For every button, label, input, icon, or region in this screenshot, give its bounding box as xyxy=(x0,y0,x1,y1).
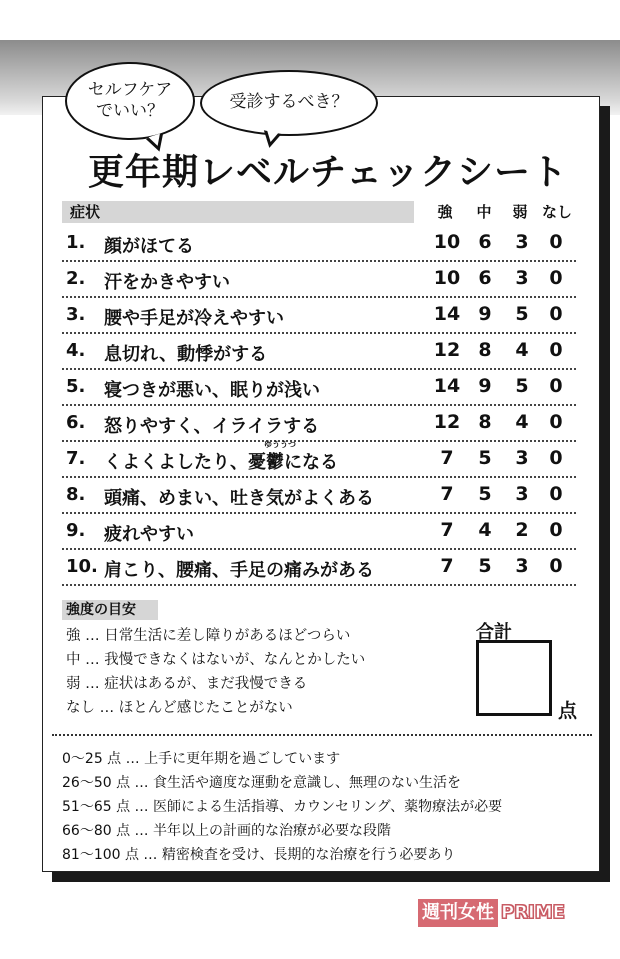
ruby-yuutsu: ゆううつ xyxy=(264,440,296,449)
table-row xyxy=(62,262,576,298)
divider xyxy=(52,734,592,736)
score-cell[interactable]: 7 xyxy=(440,483,454,505)
result-line: 66〜80 点 … 半年以上の計画的な治療が必要な段階 xyxy=(62,823,391,839)
legend-line: 強 … 日常生活に差し障りがあるほどつらい xyxy=(66,628,351,644)
score-cell[interactable]: 7 xyxy=(440,555,454,577)
score-cell[interactable]: 0 xyxy=(549,447,563,469)
bubble-left-line2: でいい？ xyxy=(96,101,164,121)
row-number: 6. xyxy=(66,412,86,433)
score-cell[interactable]: 7 xyxy=(440,447,454,469)
table-row xyxy=(62,334,576,370)
score-cell[interactable]: 0 xyxy=(549,339,563,361)
result-line: 81〜100 点 … 精密検査を受け、長期的な治療を行う必要あり xyxy=(62,847,456,863)
score-cell[interactable]: 2 xyxy=(515,519,529,541)
column-header-strong: 強 xyxy=(437,203,453,221)
symptom-header: 症状 xyxy=(70,203,101,221)
score-cell[interactable]: 7 xyxy=(440,519,454,541)
table-row xyxy=(62,406,576,442)
row-number: 5. xyxy=(66,376,86,397)
speech-bubble-consult xyxy=(200,70,378,136)
row-number: 8. xyxy=(66,484,86,505)
symptom-text: 顔がほてる xyxy=(104,236,194,257)
result-line: 51〜65 点 … 医師による生活指導、カウンセリング、薬物療法が必要 xyxy=(62,799,503,815)
row-number: 7. xyxy=(66,448,86,469)
table-row xyxy=(62,442,576,478)
score-cell[interactable]: 9 xyxy=(478,303,492,325)
score-cell[interactable]: 8 xyxy=(478,339,492,361)
symptom-text: 息切れ、動悸がする xyxy=(104,344,268,365)
brand-logo-jp: 週刊女性 xyxy=(418,899,498,927)
symptom-text: 寝つきが悪い、眠りが浅い xyxy=(104,380,320,401)
symptom-text: 頭痛、めまい、吐き気がよくある xyxy=(104,488,374,509)
row-number: 1. xyxy=(66,232,86,253)
score-cell[interactable]: 4 xyxy=(515,411,529,433)
score-cell[interactable]: 5 xyxy=(515,303,529,325)
brand-logo-en: PRIME xyxy=(501,902,565,923)
symptom-text: 腰や手足が冷えやすい xyxy=(104,308,284,329)
table-row xyxy=(62,514,576,550)
score-cell[interactable]: 3 xyxy=(515,555,529,577)
score-cell[interactable]: 14 xyxy=(433,303,461,325)
score-cell[interactable]: 4 xyxy=(515,339,529,361)
score-cell[interactable]: 14 xyxy=(433,375,461,397)
row-number: 3. xyxy=(66,304,86,325)
legend-line: 弱 … 症状はあるが、まだ我慢できる xyxy=(66,676,308,692)
row-number: 2. xyxy=(66,268,86,289)
row-number: 9. xyxy=(66,520,86,541)
table-row xyxy=(62,298,576,334)
column-header-weak: 弱 xyxy=(512,203,528,221)
score-cell[interactable]: 10 xyxy=(433,231,461,253)
total-label: 合計 xyxy=(476,622,512,643)
column-header-medium: 中 xyxy=(476,203,492,221)
score-cell[interactable]: 0 xyxy=(549,231,563,253)
score-cell[interactable]: 4 xyxy=(478,519,492,541)
score-cell[interactable]: 6 xyxy=(478,267,492,289)
score-cell[interactable]: 5 xyxy=(478,447,492,469)
table-header-bar xyxy=(62,201,414,223)
row-number: 4. xyxy=(66,340,86,361)
result-line: 26〜50 点 … 食生活や適度な運動を意識し、無理のない生活を xyxy=(62,775,461,791)
score-cell[interactable]: 12 xyxy=(433,411,461,433)
score-cell[interactable]: 0 xyxy=(549,267,563,289)
score-cell[interactable]: 0 xyxy=(549,519,563,541)
score-cell[interactable]: 9 xyxy=(478,375,492,397)
table-row xyxy=(62,478,576,514)
score-cell[interactable]: 5 xyxy=(478,555,492,577)
row-number: 10. xyxy=(66,556,98,577)
score-cell[interactable]: 3 xyxy=(515,231,529,253)
score-cell[interactable]: 3 xyxy=(515,447,529,469)
score-cell[interactable]: 5 xyxy=(515,375,529,397)
table-row xyxy=(62,226,576,262)
total-unit: 点 xyxy=(558,700,578,722)
bubble-right-text: 受診するべき？ xyxy=(229,92,349,113)
score-cell[interactable]: 10 xyxy=(433,267,461,289)
brand-logo xyxy=(418,898,568,928)
score-cell[interactable]: 0 xyxy=(549,375,563,397)
table-row xyxy=(62,370,576,406)
score-cell[interactable]: 0 xyxy=(549,483,563,505)
score-cell[interactable]: 8 xyxy=(478,411,492,433)
legend-title: 強度の目安 xyxy=(66,602,136,618)
score-cell[interactable]: 5 xyxy=(478,483,492,505)
score-cell[interactable]: 0 xyxy=(549,303,563,325)
symptom-text: 肩こり、腰痛、手足の痛みがある xyxy=(104,560,374,581)
table-row xyxy=(62,550,576,586)
column-header-none: なし xyxy=(541,203,572,221)
score-cell[interactable]: 0 xyxy=(549,555,563,577)
result-line: 0〜25 点 … 上手に更年期を過ごしています xyxy=(62,751,341,767)
symptom-text: 汗をかきやすい xyxy=(104,272,230,293)
symptom-text: くよくよしたり、憂鬱になる xyxy=(104,452,338,473)
page-title: 更年期レベルチェックシート xyxy=(88,152,568,193)
score-cell[interactable]: 3 xyxy=(515,483,529,505)
legend-line: 中 … 我慢できなくはないが、なんとかしたい xyxy=(66,652,366,668)
symptom-text: 怒りやすく、イライラする xyxy=(104,416,320,437)
symptom-text: 疲れやすい xyxy=(104,524,194,545)
speech-bubble-selfcare xyxy=(65,62,195,140)
score-cell[interactable]: 3 xyxy=(515,267,529,289)
legend-line: なし … ほとんど感じたことがない xyxy=(66,700,293,716)
score-cell[interactable]: 0 xyxy=(549,411,563,433)
bubble-left-line1: セルフケア xyxy=(87,79,173,100)
score-cell[interactable]: 12 xyxy=(433,339,461,361)
total-score-box[interactable] xyxy=(476,640,552,716)
score-cell[interactable]: 6 xyxy=(478,231,492,253)
